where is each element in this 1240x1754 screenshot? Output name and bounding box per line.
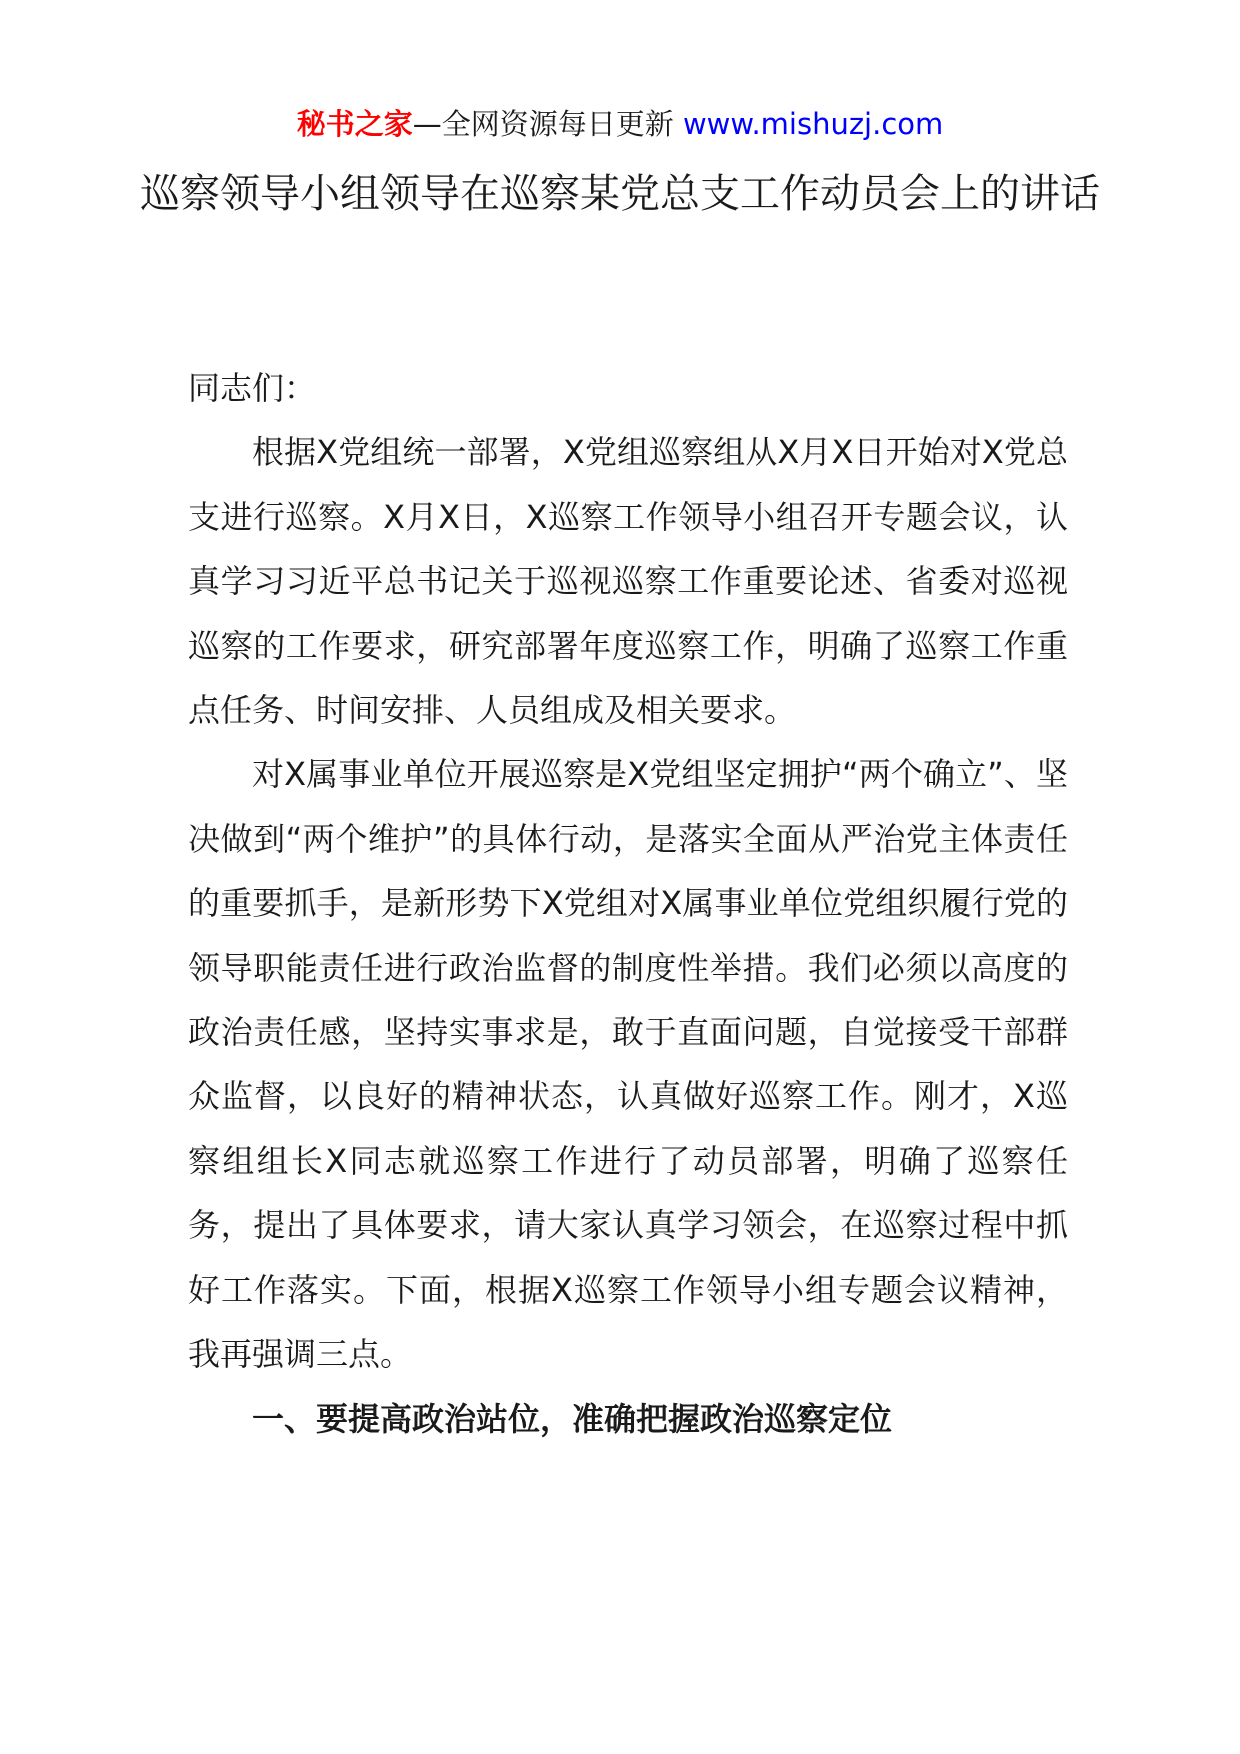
salutation: 同志们：	[188, 369, 317, 407]
document-body	[188, 356, 1068, 1451]
header-tagline: —全网资源每日更新	[412, 107, 683, 141]
brand-name: 秘书之家	[296, 107, 413, 141]
document-title: 巡察领导小组领导在巡察某党总支工作动员会上的讲话	[140, 171, 1100, 217]
paragraph-1: 根据X党组统一部署，X党组巡察组从X月X日开始对X党总支进行巡察。X月X日，X巡察工作领导小组召开专题会议，认真学习习近平总书记关于巡视巡察工作重要论述、省委对巡视巡察的工作要求，研究部署年度巡察工作，明确了巡察工作重点任务、时间安排、人员组成及相关要求。	[188, 433, 1068, 730]
section-heading: 一、要提高政治站位，准确把握政治巡察定位	[252, 1399, 893, 1438]
site-url-link[interactable]: www.mishuzj.com	[682, 107, 944, 141]
paragraph-2: 对X属事业单位开展巡察是X党组坚定拥护“两个确立”、坚决做到“两个维护”的具体行动，是落实全面从严治党主体责任的重要抓手，是新形势下X党组对X属事业单位党组织履行党的领导职能责任进行政治监督的制度性举措。我们必须以高度的政治责任感，坚持实事求是，敢于直面问题，自觉接受干部群众监督，以良好的精神状态，认真做好巡察工作。刚才，X巡察组组长X同志就巡察工作进行了动员部署，明确了巡察任务，提出了具体要求，请大家认真学习领会，在巡察过程中抓好工作落实。下面，根据X巡察工作领导小组专题会议精神，我再强调三点。	[188, 755, 1068, 1374]
site-header	[0, 104, 1240, 144]
